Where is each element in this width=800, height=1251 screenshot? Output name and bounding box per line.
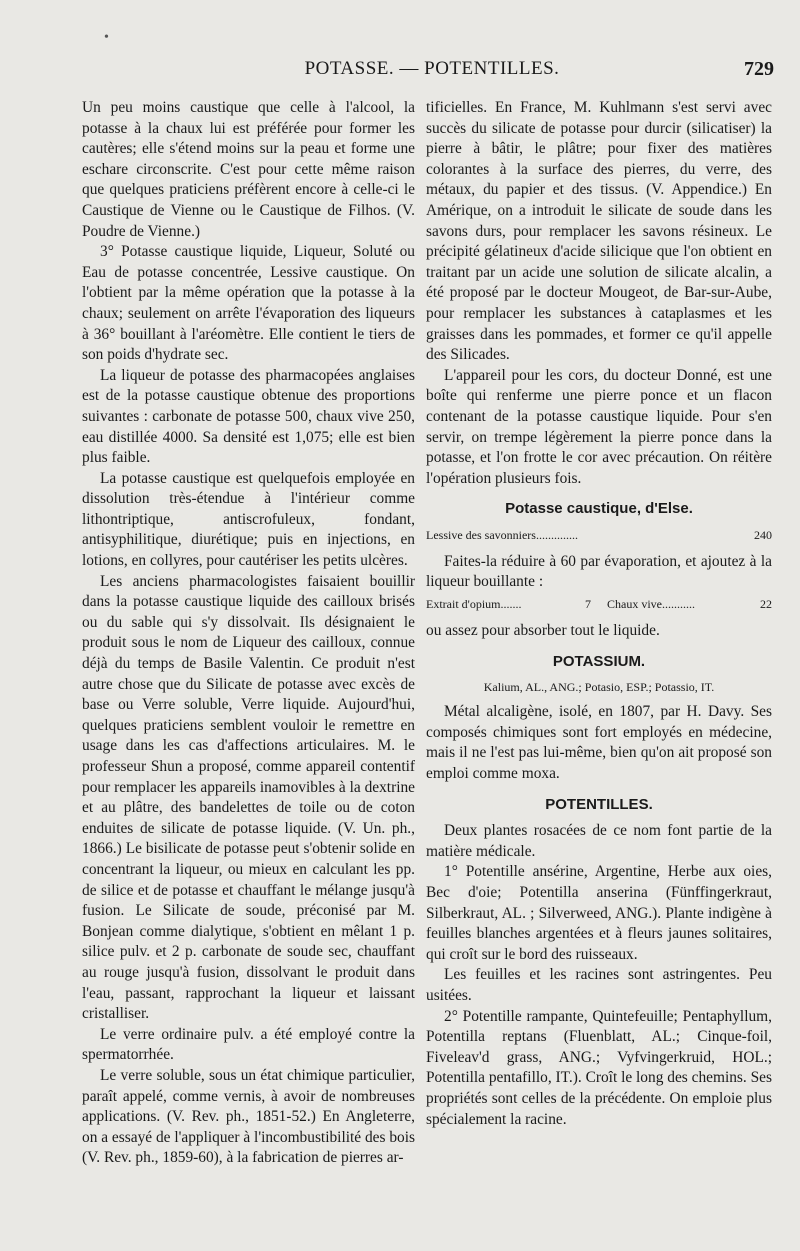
- stray-mark: •: [104, 30, 109, 45]
- recipe-title: Potasse caustique, d'Else.: [505, 500, 693, 518]
- running-header: [82, 58, 782, 88]
- right-column: [426, 98, 772, 1130]
- paragraph: Le verre ordinaire pulv. a été employé contre la spermatorrhée.: [82, 1025, 415, 1064]
- paragraph: La potasse caustique est quelquefois employée en dissolution très-étendue à l'intérieur comme lithontriptique, antiscrofuleux, fondant, antisyphilitique, diurétique; puis en injections, en lotions, en collyres, pour cautériser les petits ulcères.: [82, 469, 415, 570]
- section-title-potentilles: POTENTILLES.: [545, 795, 653, 813]
- recipe-ingredient: Extrait d'opium.......: [426, 597, 522, 612]
- recipe-quantity: 7: [585, 597, 591, 612]
- recipe-quantity: 22: [760, 597, 772, 612]
- paragraph: Faites-la réduire à 60 par évaporation, et ajoutez à la liqueur bouillante :: [426, 552, 772, 591]
- left-column: [82, 98, 415, 1169]
- synonyms: Kalium, AL., ANG.; Potasio, ESP.; Potassio, IT.: [483, 680, 715, 695]
- paragraph: Deux plantes rosacées de ce nom font partie de la matière médicale.: [426, 822, 772, 860]
- paragraph: Les anciens pharmacologistes faisaient bouillir dans la potasse caustique liquide des cailloux brisés ou du sable qui s'y dissolvait. Ils désignaient le produit sous le nom de Liqueur des cailloux, connue déjà du temps de Basile Valentin. Ce produit n'est autre chose que du Silicate de potasse avec excès de base ou Verre soluble, Verre liquide. Aujourd'hui, quelques praticiens semblent vouloir le remettre en usage dans les cas d'affections articulaires. M. le professeur Shun a proposé, comme appareil contentif pour remplacer les appareils inamovibles à la dextrine et au plâtre, des bandelettes de toile ou de coton enduites de silicate de potasse liquide. (V. Un. ph., 1866.) Le bisilicate de potasse peut s'obtenir solide en concentrant la liqueur, ou mieux en calculant les pp. de silice et de potasse et chauffant le mélange jusqu'à fusion. Le Silicate de soude, préconisé par M. Bonjean comme dialytique, s'obtient en mêlant 1 p. silice pulv. et 2 p. carbonate de soude sec, chauffant au rouge jusqu'à fusion, dissolvant le produit dans l'eau, passant, rapprochant la liqueur et laissant cristalliser.: [82, 572, 415, 1023]
- page-number: 729: [744, 58, 774, 80]
- recipe-quantity: 240: [754, 527, 772, 542]
- paragraph: Le verre soluble, sous un état chimique particulier, paraît appelé, comme vernis, à avoir de nombreuses applications. (V. Rev. ph., 1851-52.) En Angleterre, on a essayé de l'appliquer à l'incombustibilité des bois (V. Rev. ph., 1859-60), à la fabrication de pierres ar-: [82, 1066, 415, 1167]
- paragraph: tificielles. En France, M. Kuhlmann s'est servi avec succès du silicate de potasse pour durcir (silicatiser) la pierre à bâtir, le plâtre; pour fixer des matières colorantes à la surface des pierres, du verre, des métaux, du papier et des tissus. (V. Appendice.) En Amérique, on a introduit le silicate de soude dans les savons durs, pour remplacer les savons résineux. Le précipité gélatineux d'acide silicique que l'on obtient en traitant par un acide une solution de silicate alcalin, a été proposé par le docteur Mougeot, de Bar-sur-Aube, pour remplacer les substances à cataplasmes et les graisses dans les pommades, et former ce qu'il appelle des Silicades.: [426, 99, 772, 364]
- paragraph: Les feuilles et les racines sont astringentes. Peu usitées.: [426, 966, 772, 1004]
- recipe-line: [426, 526, 772, 544]
- paragraph: La liqueur de potasse des pharmacopées anglaises est de la potasse caustique obtenue des proportions suivantes : carbonate de potasse 500, chaux vive 250, eau distillée 4000. Sa densité est 1,075; elle est bien plus faible.: [82, 366, 415, 467]
- paragraph: ou assez pour absorber tout le liquide.: [426, 622, 660, 640]
- recipe-ingredient: Lessive des savonniers..............: [426, 527, 578, 542]
- paragraph: L'appareil pour les cors, du docteur Donné, est une boîte qui renferme une pierre ponce et un flacon contenant de la potasse caustique liquide. Pour s'en servir, on trempe légèrement la pierre ponce dans la potasse, et l'on frotte le cor avec précaution. On réitère l'opération plusieurs fois.: [426, 366, 772, 487]
- paragraph: Métal alcaligène, isolé, en 1807, par H. Davy. Ses composés chimiques sont fort employés en médecine, mais il ne l'est pas lui-même, bien qu'on ait proposé son emploi comme moxa.: [426, 703, 772, 783]
- paragraph: Un peu moins caustique que celle à l'alcool, la potasse à la chaux lui est préférée pour former les cautères; elle s'étend moins sur la peau et forme une eschare circonscrite. C'est pour cette même raison que quelques praticiens préfèrent encore à celle-ci le Caustique de Vienne ou le Caustique de Filhos. (V. Poudre de Vienne.): [82, 99, 415, 240]
- paragraph: 2° Potentille rampante, Quintefeuille; Pentaphyllum, Potentilla reptans (Fluenblatt, AL.; Cinque-foil, Fiveleav'd grass, ANG.; Vyfvingerkruid, HOL.; Potentilla pentafillo, IT.). Croît le long des chemins. Ses propriétés sont celles de la précédente. On emploie plus spécialement la racine.: [426, 1007, 772, 1128]
- header-title: POTASSE. — POTENTILLES.: [304, 58, 560, 79]
- paragraph: 3° Potasse caustique liquide, Liqueur, Soluté ou Eau de potasse concentrée, Lessive caustique. On l'obtient par la même opération que la potasse à la chaux; seulement on arrête l'évaporation des liqueurs à 36° bouillant à l'aréomètre. Elle contient le tiers de son poids d'hydrate sec.: [82, 243, 415, 364]
- recipe-line: [426, 595, 772, 613]
- recipe-ingredient: Chaux vive...........: [607, 597, 695, 612]
- paragraph: 1° Potentille ansérine, Argentine, Herbe aux oies, Bec d'oie; Potentilla anserina (Fünffingerkraut, Silberkraut, AL. ; Silverweed, ANG.). Plante indigène à feuilles blanches argentées et à fleurs jaunes solitaires, qui croît sur le bord des ruisseaux.: [426, 863, 772, 963]
- section-title-potassium: POTASSIUM.: [552, 652, 646, 670]
